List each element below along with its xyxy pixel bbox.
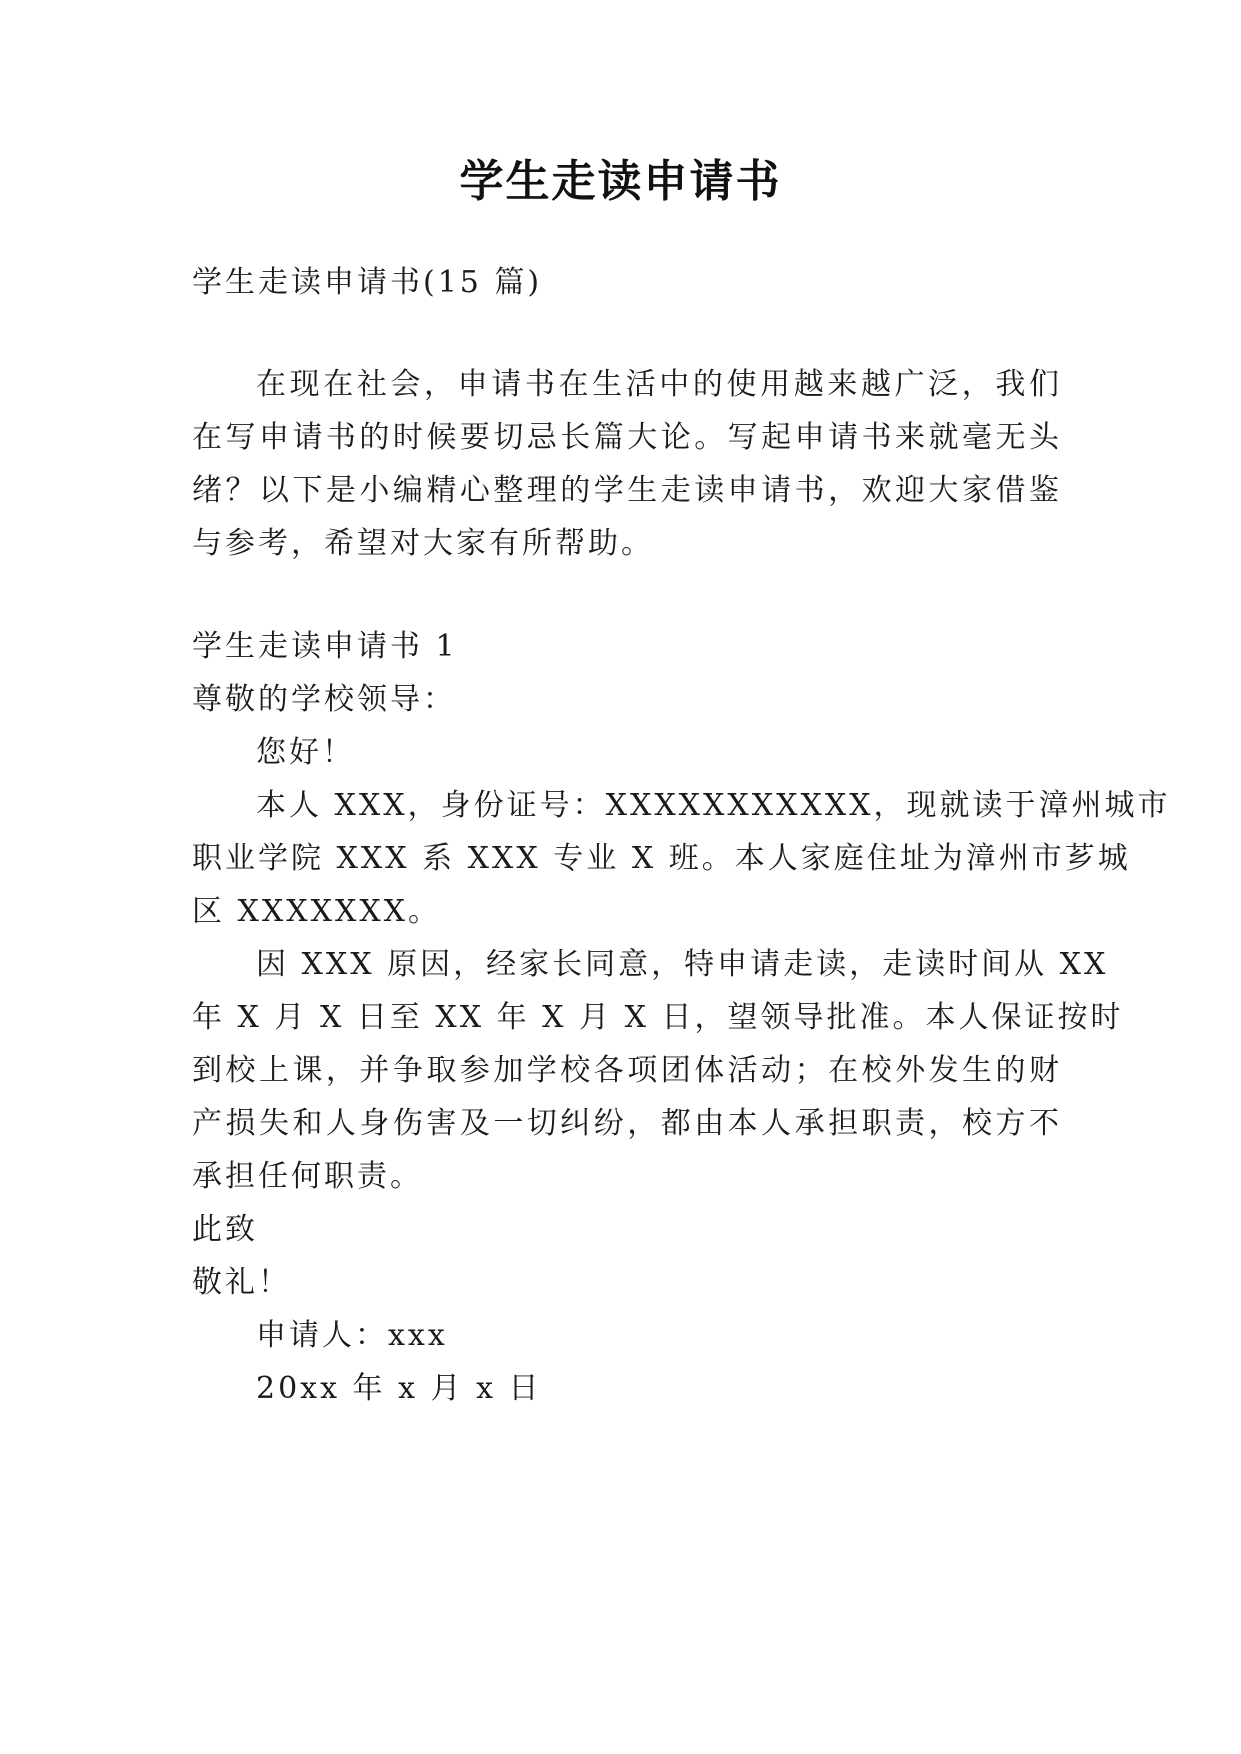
letter-greeting: 您好！ [256,735,355,770]
para1-line-1: 本人 XXX，身份证号：XXXXXXXXXXX，现就读于漳州城市 [256,788,1171,823]
para1-line-3: 区 XXXXXXX。 [192,894,442,929]
letter-heading: 学生走读申请书 1 [192,629,458,664]
intro-line-2: 在写申请书的时候要切忌长篇大论。写起申请书来就毫无头 [192,420,1062,455]
intro-line-3: 绪？以下是小编精心整理的学生走读申请书，欢迎大家借鉴 [192,473,1062,508]
intro-line-4: 与参考，希望对大家有所帮助。 [192,526,654,561]
letter-salutation: 尊敬的学校领导： [192,682,456,717]
closing-line-1: 此致 [192,1212,258,1247]
applicant-signature: 申请人：xxx [256,1318,448,1353]
intro-line-1: 在现在社会，申请书在生活中的使用越来越广泛，我们 [256,367,1062,402]
closing-line-2: 敬礼！ [192,1265,291,1300]
letter-date: 20xx 年 x 月 x 日 [256,1371,542,1406]
para1-line-2: 职业学院 XXX 系 XXX 专业 X 班。本人家庭住址为漳州市芗城 [192,841,1131,876]
para2-line-5: 承担任何职责。 [192,1159,423,1194]
para2-line-1: 因 XXX 原因，经家长同意，特申请走读，走读时间从 XX [256,947,1109,982]
document-subtitle: 学生走读申请书(15 篇) [192,265,543,300]
para2-line-4: 产损失和人身伤害及一切纠纷，都由本人承担职责，校方不 [192,1106,1062,1141]
document-title: 学生走读申请书 [459,156,782,207]
para2-line-2: 年 X 月 X 日至 XX 年 X 月 X 日，望领导批准。本人保证按时 [192,1000,1124,1035]
para2-line-3: 到校上课，并争取参加学校各项团体活动；在校外发生的财 [192,1053,1062,1088]
